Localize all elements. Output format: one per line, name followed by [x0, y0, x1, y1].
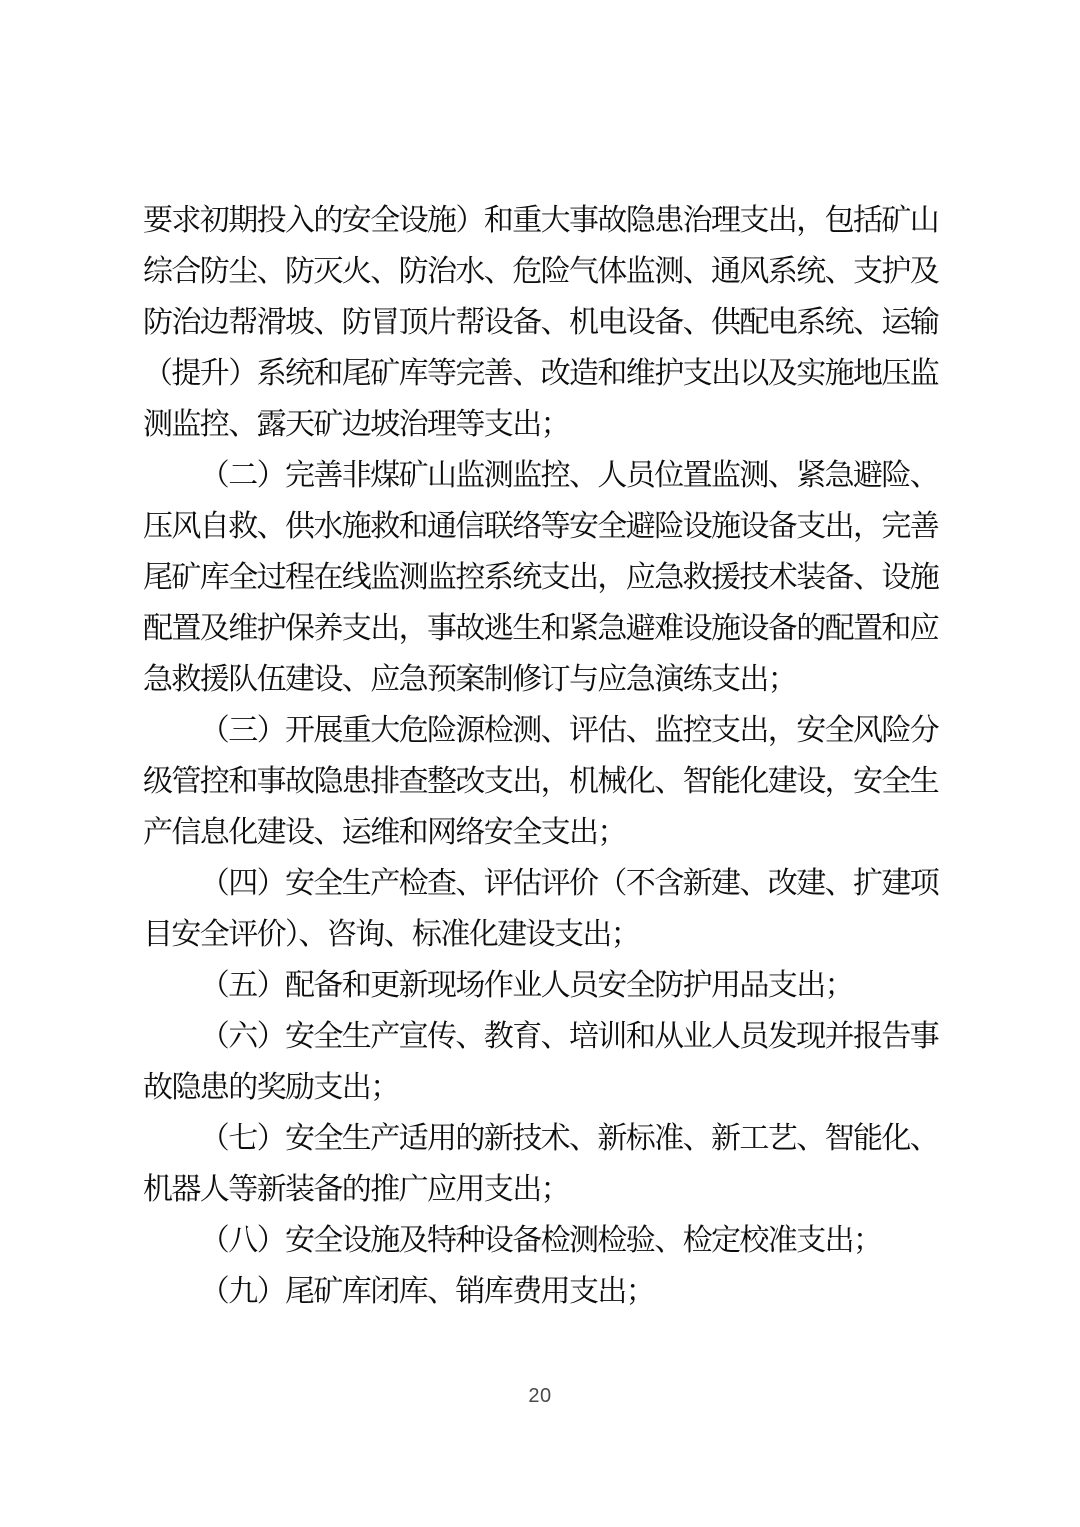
- document-body: [143, 195, 940, 1317]
- text-line: （提升）系统和尾矿库等完善、改造和维护支出以及实施地压监: [143, 357, 939, 390]
- text-line: （九）尾矿库闭库、销库费用支出；: [199, 1275, 655, 1308]
- text-line: （七）安全生产适用的新技术、新标准、新工艺、智能化、: [199, 1122, 939, 1155]
- text-line: （六）安全生产宣传、教育、培训和从业人员发现并报告事: [199, 1020, 939, 1053]
- text-line: 压风自救、供水施救和通信联络等安全避险设施设备支出，完善: [143, 510, 939, 543]
- text-line: 尾矿库全过程在线监测监控系统支出，应急救援技术装备、设施: [143, 561, 939, 594]
- text-line: 级管控和事故隐患排查整改支出，机械化、智能化建设，安全生: [143, 765, 939, 798]
- text-line: （三）开展重大危险源检测、评估、监控支出，安全风险分: [199, 714, 939, 747]
- text-line: 机器人等新装备的推广应用支出；: [143, 1173, 569, 1206]
- text-line: 防治边帮滑坡、防冒顶片帮设备、机电设备、供配电系统、运输: [143, 306, 939, 339]
- text-line: 故隐患的奖励支出；: [143, 1071, 399, 1104]
- text-line: （五）配备和更新现场作业人员安全防护用品支出；: [199, 969, 853, 1002]
- text-line: 急救援队伍建设、应急预案制修订与应急演练支出；: [143, 663, 797, 696]
- text-line: 配置及维护保养支出，事故逃生和紧急避难设施设备的配置和应: [143, 612, 939, 645]
- text-line: 测监控、露天矿边坡治理等支出；: [143, 408, 569, 441]
- text-line: 产信息化建设、运维和网络安全支出；: [143, 816, 626, 849]
- text-line: 目安全评价）、咨询、标准化建设支出；: [143, 918, 640, 951]
- text-line: （二）完善非煤矿山监测监控、人员位置监测、紧急避险、: [199, 459, 939, 492]
- text-line: 要求初期投入的安全设施）和重大事故隐患治理支出，包括矿山: [143, 204, 939, 237]
- text-line: （四）安全生产检查、评估评价（不含新建、改建、扩建项: [199, 867, 939, 900]
- page-number: 20: [528, 1385, 552, 1407]
- text-line: 综合防尘、防灭火、防治水、危险气体监测、通风系统、支护及: [143, 255, 939, 288]
- text-line: （八）安全设施及特种设备检测检验、检定校准支出；: [199, 1224, 882, 1257]
